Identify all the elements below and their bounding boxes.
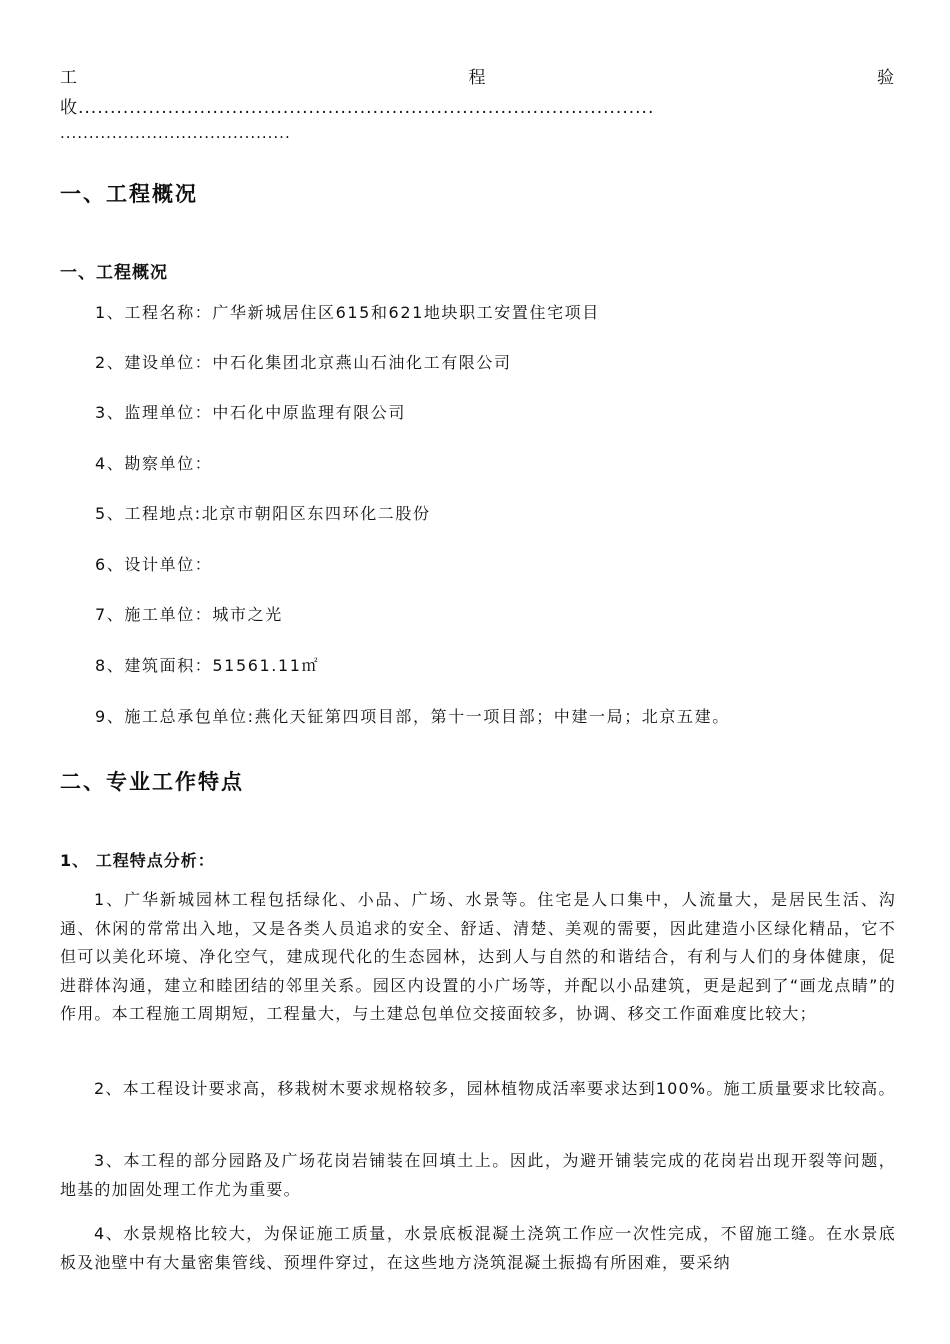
toc-dot-leader-line	[60, 93, 894, 119]
toc-char-2: 程	[468, 68, 486, 88]
body-paragraph: 1、广华新城园林工程包括绿化、小品、广场、水景等。住宅是人口集中，人流量大，是居民生活、沟通、休闲的常常出入地，又是各类人员追求的安全、舒适、清楚、美观的需要，因此建造小区绿化精品，它不但可以美化环境、净化空气，建成现代化的生态园林，达到人与自然的和谐结合，有利与人们的身体健康，促进群体沟通，建立和睦团结的邻里关系。园区内设置的小广场等，并配以小品建筑，更是起到了“画龙点睛”的作用。本工程施工周期短，工程量大，与土建总包单位交接面较多，协调、移交工作面难度比较大；	[60, 890, 896, 1023]
toc-char-1: 工	[60, 68, 77, 88]
overview-item: 6、设计单位：	[95, 555, 213, 574]
overview-item: 3、监理单位：中石化中原监理有限公司	[95, 403, 407, 422]
section-heading-features: 二、专业工作特点	[60, 770, 244, 794]
toc-title-line	[60, 63, 894, 89]
toc-char-4: 收	[60, 98, 78, 118]
overview-item: 8、建筑面积：51561.11㎡	[95, 656, 320, 675]
overview-item: 4、勘察单位：	[95, 454, 213, 473]
body-paragraph: 2、本工程设计要求高，移栽树木要求规格较多，园林植物成活率要求达到100%。施工质量要求比较高。	[94, 1079, 896, 1098]
overview-item: 1、工程名称：广华新城居住区615和621地块职工安置住宅项目	[95, 303, 600, 322]
body-paragraph: 3、本工程的部分园路及广场花岗岩铺装在回填土上。因此，为避开铺装完成的花岗岩出现开裂等问题，地基的加固处理工作尤为重要。	[60, 1151, 896, 1199]
toc-dot-leader-continuation	[60, 124, 460, 146]
toc-dots-1: ..........................................................................................	[78, 98, 655, 118]
overview-item: 2、建设单位：中石化集团北京燕山石油化工有限公司	[95, 353, 512, 372]
overview-item: 9、施工总承包单位:燕化天钲第四项目部，第十一项目部；中建一局；北京五建。	[95, 707, 730, 726]
body-paragraph: 4、水景规格比较大，为保证施工质量，水景底板混凝土浇筑工作应一次性完成，不留施工缝。在水景底板及池壁中有大量密集管线、预埋件穿过，在这些地方浇筑混凝土振捣有所困难，要采纳	[60, 1224, 896, 1272]
overview-item: 5、工程地点:北京市朝阳区东四环化二股份	[95, 504, 431, 523]
toc-dots-2: ........................................	[60, 124, 291, 142]
section-heading-overview: 一、工程概况	[60, 182, 198, 206]
subsection-heading-analysis: 1、 工程特点分析：	[60, 851, 215, 870]
subsection-heading-overview: 一、工程概况	[60, 263, 168, 283]
toc-char-3: 验	[877, 68, 894, 88]
overview-item: 7、施工单位：城市之光	[95, 605, 283, 624]
